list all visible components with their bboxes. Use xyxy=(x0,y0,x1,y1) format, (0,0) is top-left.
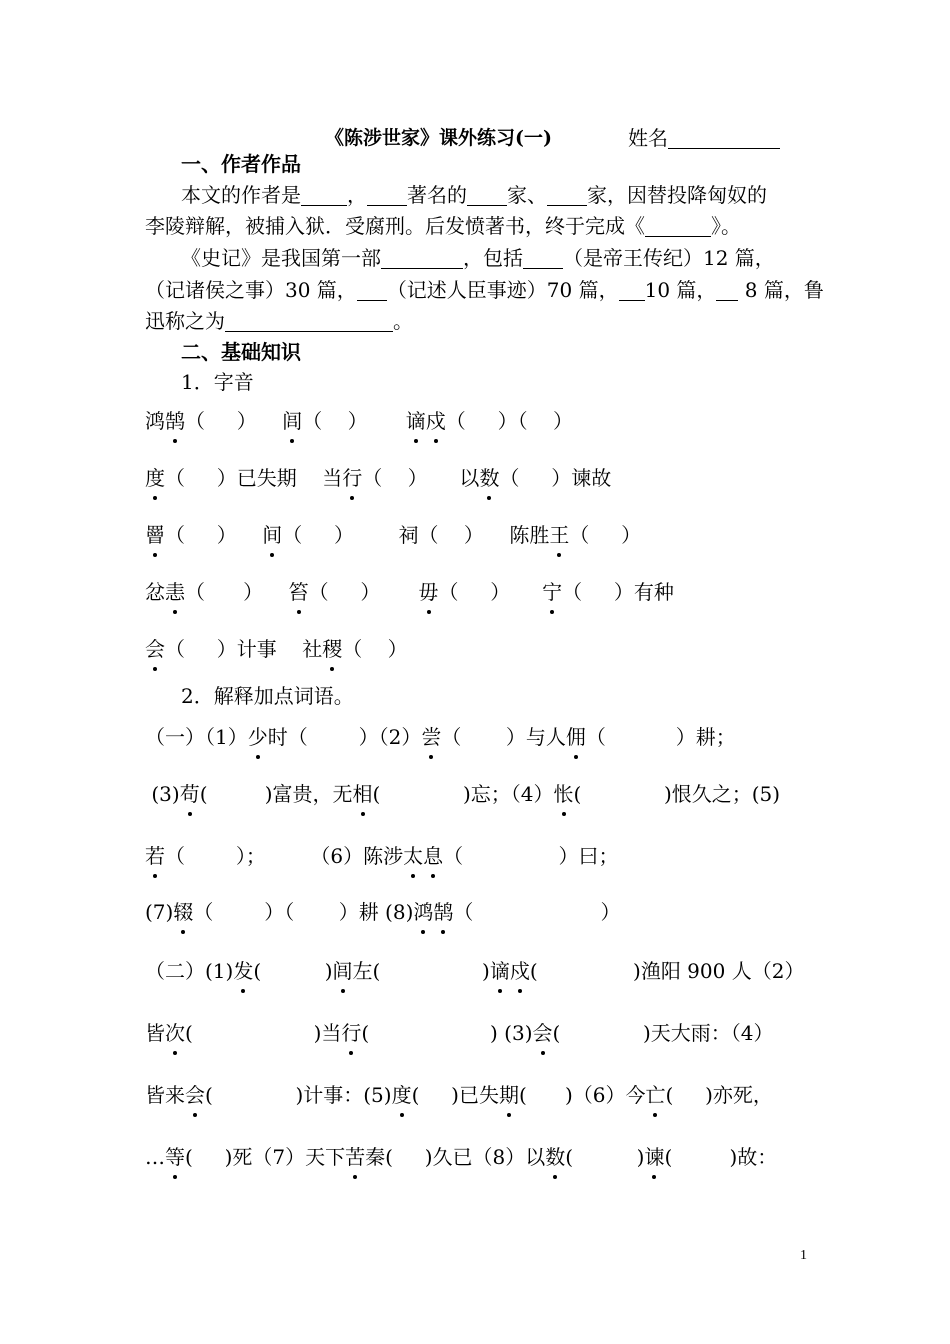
explain-row-2: (3)苟( )富贵，无相( )忘；（4）怅( )恨久之；(5) xyxy=(145,782,781,806)
section-heading-basics: 二、基础知识 xyxy=(181,340,301,364)
worksheet-title: 《陈涉世家》课外练习(一) xyxy=(325,127,552,149)
explain-row-7: 皆来会( )计事：(5)度( )已失期( )（6）今亡( )亦死， xyxy=(145,1083,773,1107)
name-field[interactable] xyxy=(628,124,780,152)
pronunciation-row-4: 忿恚（ ） 笞（ ） 毋（ ） 宁（ ）有种 xyxy=(145,580,674,604)
pronunciation-row-1: 鸿鹄（ ） 闾（ ） 谪戍（ ）（ ） xyxy=(145,409,574,433)
subsection-explain: 2．解释加点词语。 xyxy=(181,684,354,708)
section-heading-author: 一、作者作品 xyxy=(181,152,301,176)
explain-row-8: …等( )死（7）天下苦秦( )久已（8）以数( )谏( )故： xyxy=(145,1145,778,1169)
author-paragraph-line2: 李陵辩解，被捕入狱．受腐刑。后发愤著书，终于完成《 》。 xyxy=(145,214,741,238)
explain-row-6: 皆次( )当行( ) (3)会( )天大雨：（4） xyxy=(145,1021,774,1045)
pronunciation-row-5: 会（ ）计事 社稷（ ） xyxy=(145,637,408,661)
explain-row-1: （一）（1）少时（ ）（2）尝（ ）与人佣（ ）耕； xyxy=(145,725,736,749)
explain-row-5: （二）(1)发( )闾左( )谪戍( )渔阳 900 人（2） xyxy=(145,959,805,983)
pronunciation-row-2: 度（ ）已失期 当行（ ） 以数（ ）谏故 xyxy=(145,466,612,490)
explain-row-3: 若（ ）； （6）陈涉太息（ ）曰； xyxy=(145,844,619,868)
name-label: 姓名 xyxy=(628,126,668,150)
shiji-paragraph-line1: 《史记》是我国第一部 ，包括 （是帝王传纪）12 篇， xyxy=(181,246,775,270)
shiji-paragraph-line3: 迅称之为 。 xyxy=(145,309,413,333)
page-number: 1 xyxy=(800,1248,807,1263)
shiji-paragraph-line2: （记诸侯之事）30 篇， （记述人臣事迹）70 篇， 10 篇， 8 篇，鲁 xyxy=(145,278,824,302)
subsection-pronunciation: 1．字音 xyxy=(181,370,254,394)
author-paragraph-line1: 本文的作者是 ， 著名的 家、 家，因替投降匈奴的 xyxy=(181,183,767,207)
explain-row-4: (7)辍（ ）（ ）耕 (8)鸿鹄（ ） xyxy=(145,900,621,924)
pronunciation-row-3: 罾（ ） 间（ ） 祠（ ） 陈胜王（ ） xyxy=(145,523,642,547)
